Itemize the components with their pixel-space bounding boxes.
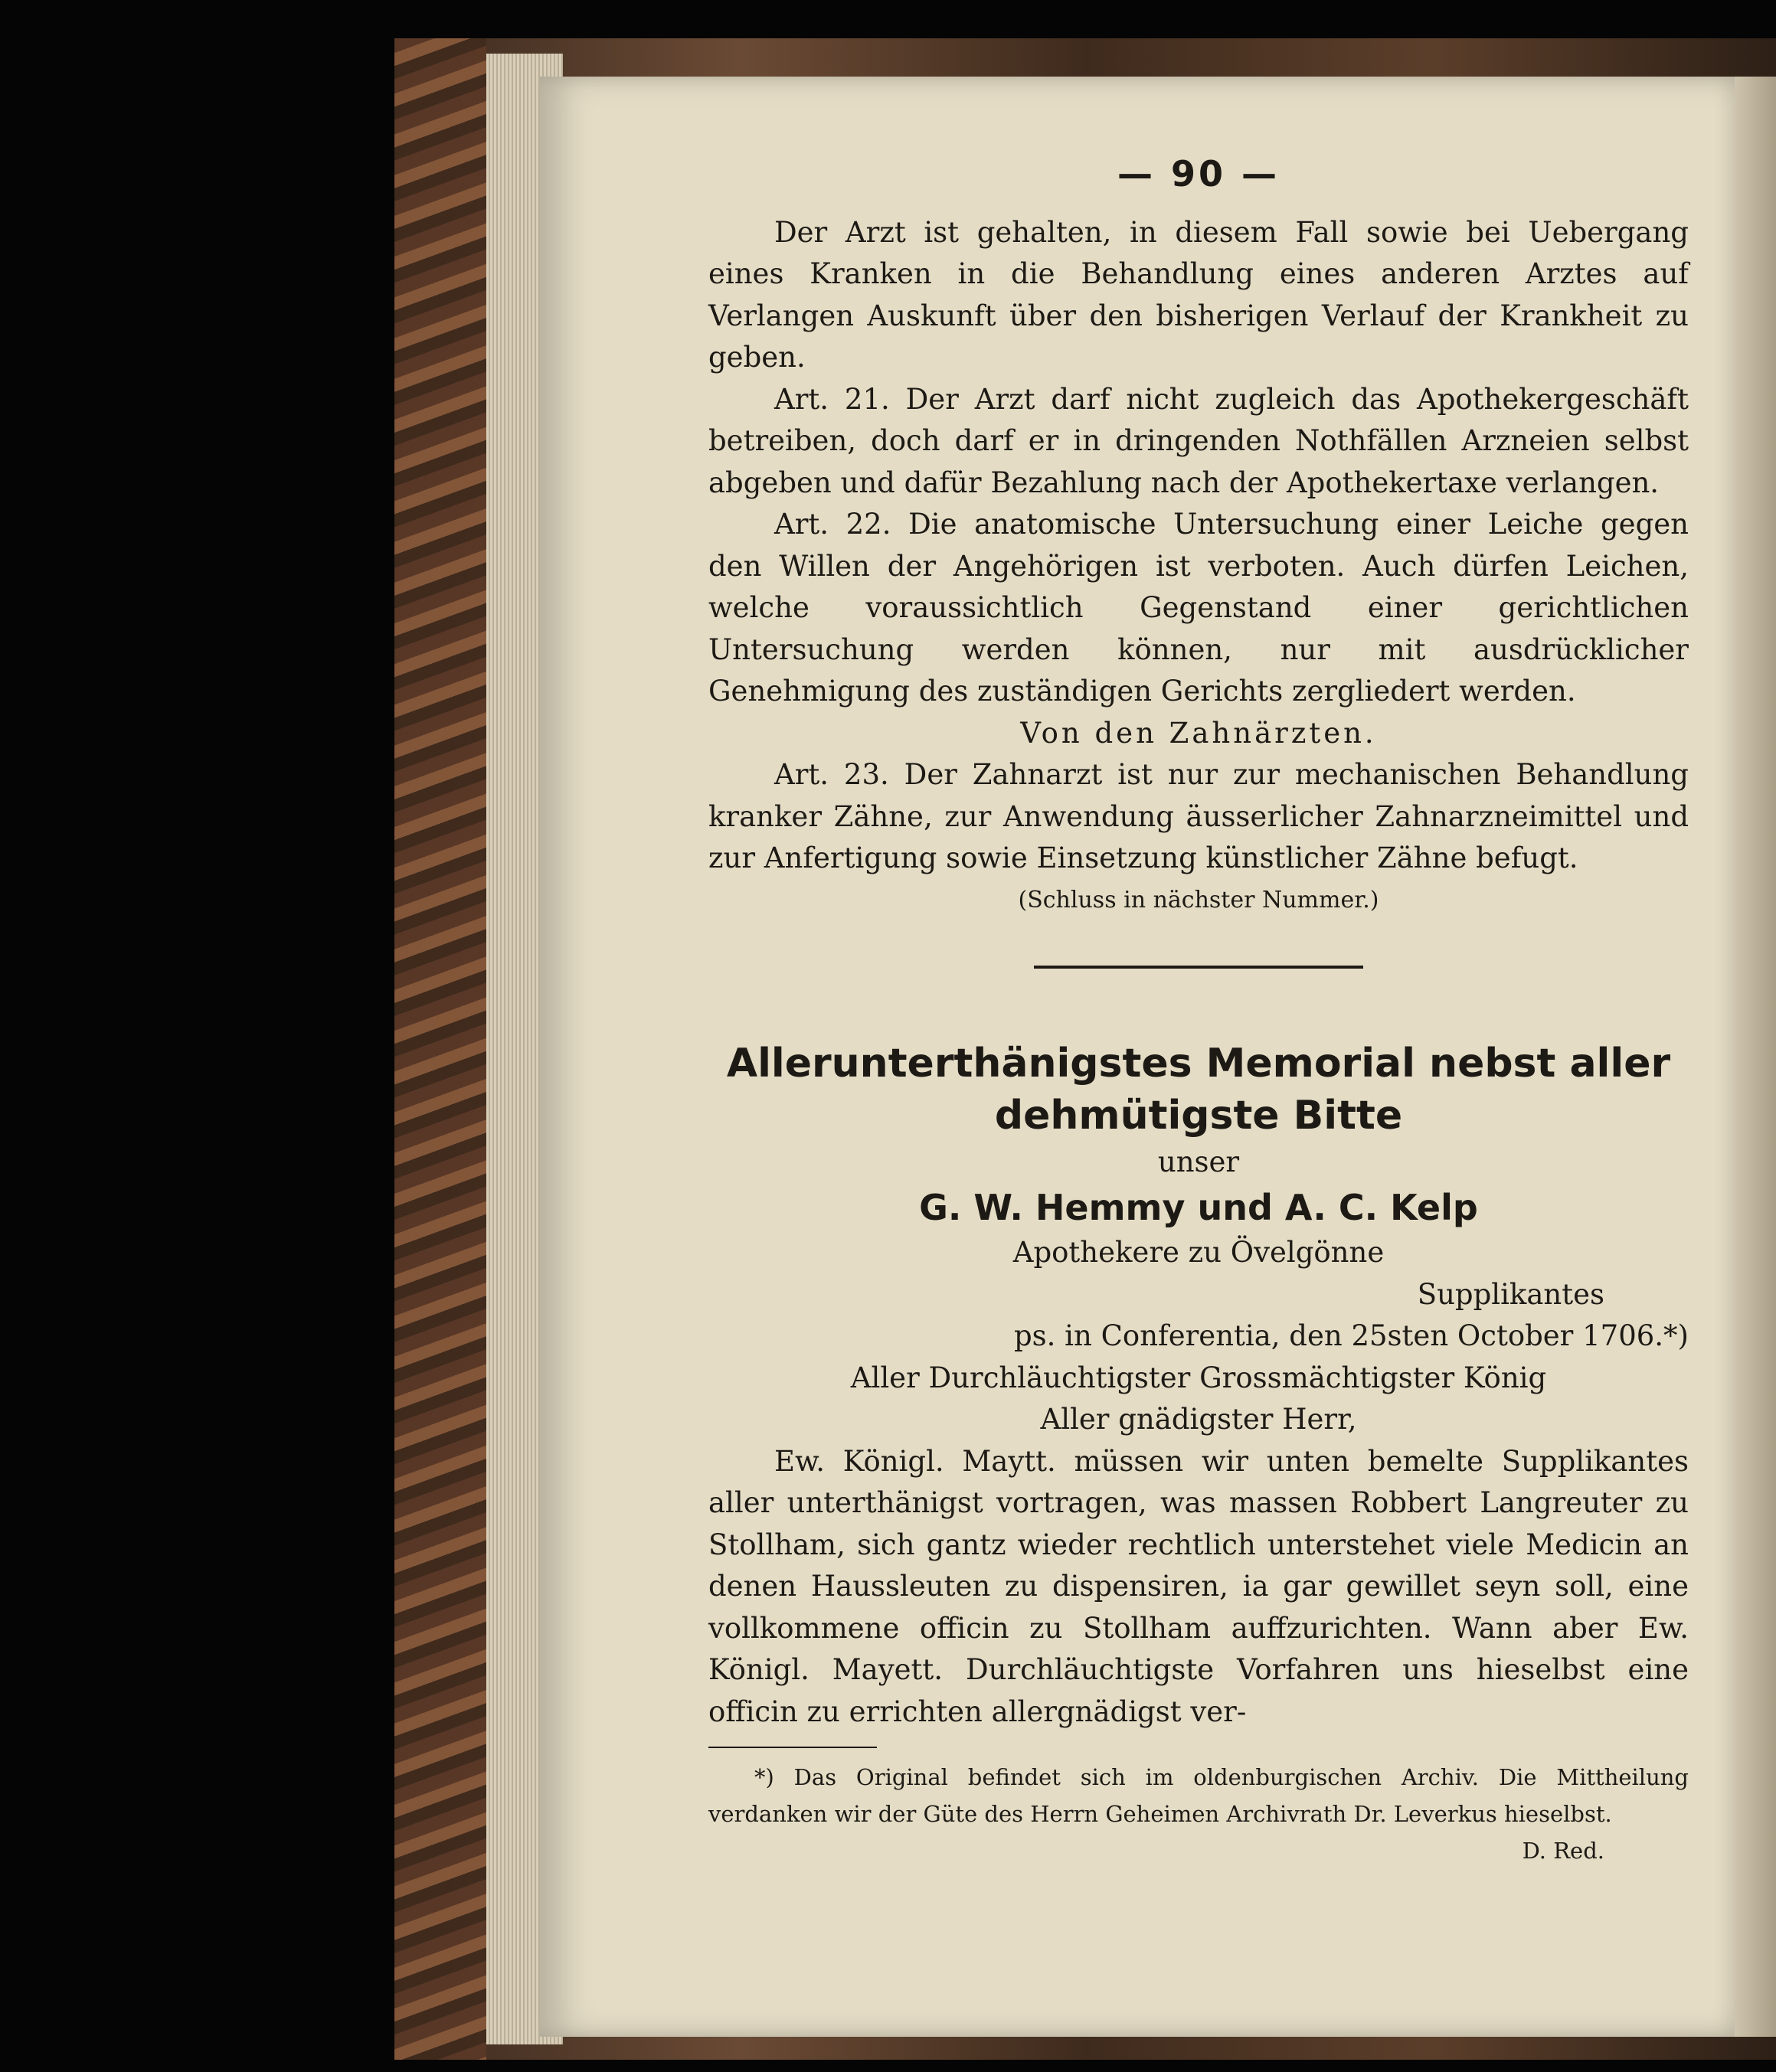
- memorial-address-line1: Aller Durchläuchtigster Grossmächtigster König: [850, 1361, 1547, 1394]
- memorial-address-line2: Aller gnädigster Herr,: [1040, 1403, 1357, 1436]
- memorial-unser: unser: [1157, 1145, 1240, 1178]
- paragraph-art-23: Art. 23. Der Zahnarzt ist nur zur mechanischen Behandlung kranker Zähne, zur Anwendung äusserlicher Zahnarzneimittel und zur Anfertigung sowie Einsetzung künstlicher Zähne befugt.: [708, 758, 1689, 874]
- section-heading-zahnaerzte: Von den Zahnärzten.: [1020, 716, 1377, 750]
- next-page-edge: [1735, 77, 1776, 2037]
- page-text: [708, 153, 1689, 1869]
- footnote-rule: [708, 1747, 877, 1748]
- paragraph-arzt-auskunft: Der Arzt ist gehalten, in diesem Fall sowie bei Uebergang eines Kranken in die Behandlung eines anderen Arztes auf Verlangen Auskunft über den bisherigen Verlauf der Krankheit zu geben.: [708, 215, 1689, 374]
- memorial-supplikantes: Supplikantes: [1417, 1277, 1604, 1311]
- memorial-names: G. W. Hemmy und A. C. Kelp: [919, 1187, 1478, 1228]
- continuation-note: (Schluss in nächster Nummer.): [1018, 886, 1379, 913]
- memorial-date-line: ps. in Conferentia, den 25sten October 1706.*): [1013, 1319, 1689, 1352]
- memorial-title-line2: dehmütigste Bitte: [994, 1092, 1403, 1139]
- footnote-text: *) Das Original befindet sich im oldenburgischen Archiv. Die Mittheilung verdanken wir der Güte des Herrn Geheimen Archivrath Dr. Leverkus hieselbst.: [708, 1764, 1689, 1827]
- page-number: — 90 —: [1117, 153, 1280, 194]
- memorial-title-line1: Allerunterthänigstes Memorial nebst aller: [726, 1040, 1671, 1087]
- memorial-body: Ew. Königl. Maytt. müssen wir unten bemelte Supplikantes aller unterthänigst vortragen, was massen Robbert Langreuter zu Stollham, sich gantz wieder rechtlich unterstehet viele Medicin an denen Haussleuten zu dispensiren, ia gar gewillet seyn soll, eine vollkommene officin zu Stollham auffzurichten. Wann aber Ew. Königl. Mayett. Durchläuchtigste Vorfahren uns hieselbst eine officin zu errichten allergnädigst ver-: [708, 1444, 1689, 1728]
- paragraph-art-22: Art. 22. Die anatomische Untersuchung einer Leiche gegen den Willen der Angehörigen ist verboten. Auch dürfen Leichen, welche voraussichtlich Gegenstand einer gerichtlichen Untersuchung werden können, nur mit ausdrücklicher Genehmigung des zuständigen Gerichts zergliedert werden.: [708, 508, 1689, 708]
- memorial-profession: Apothekere zu Övelgönne: [1012, 1236, 1385, 1269]
- book-spine: [394, 38, 486, 2060]
- section-divider: [1034, 966, 1363, 969]
- paragraph-art-21: Art. 21. Der Arzt darf nicht zugleich das Apothekergeschäft betreiben, doch darf er in dringenden Nothfällen Arzneien selbst abgeben und dafür Bezahlung nach der Apothekertaxe verlangen.: [708, 382, 1689, 499]
- footnote-signature: D. Red.: [1522, 1838, 1604, 1864]
